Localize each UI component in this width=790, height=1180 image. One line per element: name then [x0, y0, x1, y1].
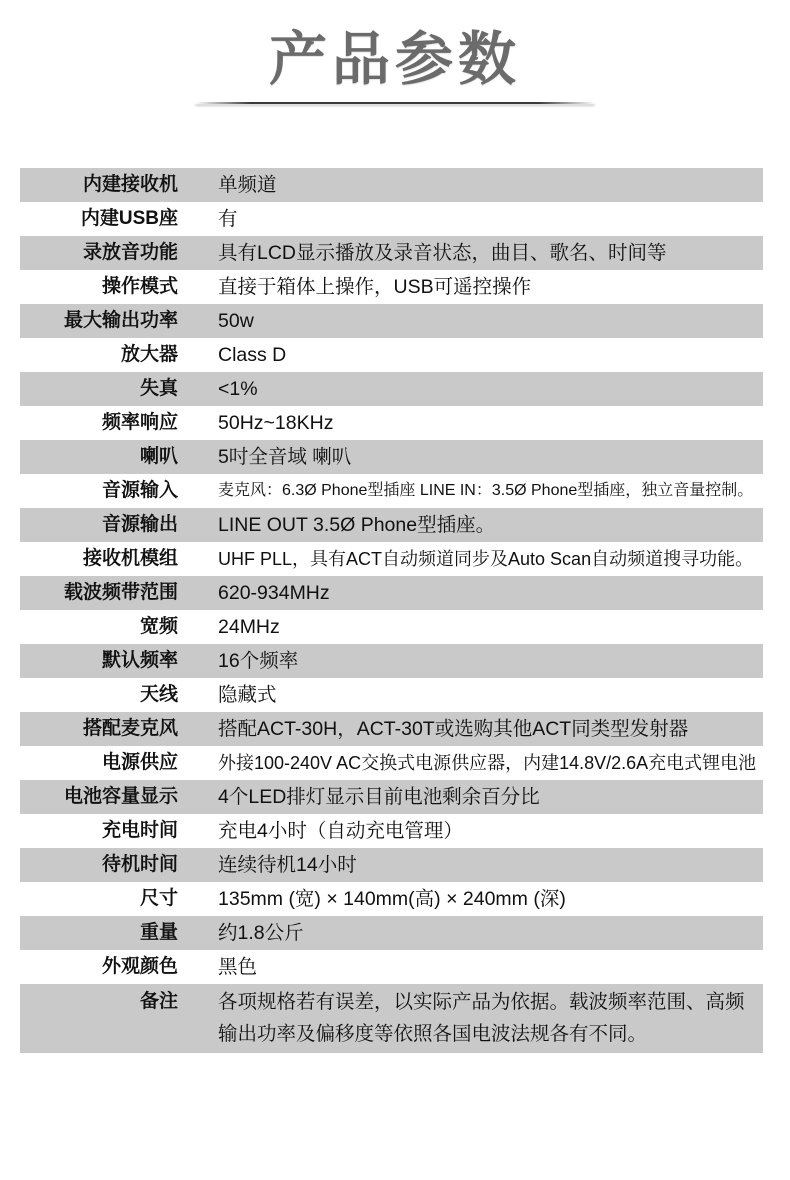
spec-value: <1% [218, 377, 258, 400]
spec-value: 620-934MHz [218, 581, 330, 604]
spec-value: 具有LCD显示播放及录音状态，曲目、歌名、时间等 [218, 241, 667, 264]
spec-label: 天线 [139, 683, 178, 705]
spec-value: UHF PLL，具有ACT自动频道同步及Auto Scan自动频道搜寻功能。 [218, 548, 754, 569]
title-divider [195, 102, 595, 104]
spec-value: 麦克风：6.3Ø Phone型插座 LINE IN：3.5Ø Phone型插座，独立音量控制。 [218, 481, 754, 499]
spec-value: LINE OUT 3.5Ø Phone型插座。 [218, 513, 496, 536]
spec-value: 135mm (宽) × 140mm(高) × 240mm (深) [218, 887, 566, 910]
spec-value: 连续待机14小时 [218, 853, 357, 876]
spec-row [20, 746, 763, 780]
spec-value: 50Hz~18KHz [218, 411, 334, 434]
spec-row [20, 236, 763, 270]
spec-row [20, 440, 763, 474]
spec-label: 备注 [139, 990, 178, 1012]
spec-row [20, 882, 763, 916]
spec-row [20, 984, 763, 1053]
spec-label: 尺寸 [139, 887, 178, 909]
spec-row [20, 814, 763, 848]
spec-row [20, 270, 763, 304]
spec-value: 4个LED排灯显示目前电池剩余百分比 [218, 785, 540, 808]
spec-row [20, 644, 763, 678]
spec-value: 直接于箱体上操作，USB可遥控操作 [218, 275, 532, 298]
spec-row [20, 338, 763, 372]
spec-value: 16个频率 [218, 649, 299, 672]
spec-value: 隐藏式 [218, 683, 277, 706]
spec-label: 频率响应 [101, 411, 178, 433]
spec-value: Class D [218, 343, 287, 366]
page-header [0, 0, 790, 104]
spec-row [20, 576, 763, 610]
spec-label: 电源供应 [101, 751, 178, 773]
spec-value: 24MHz [218, 615, 280, 638]
spec-value: 各项规格若有误差，以实际产品为依据。载波频率范围、高频输出功率及偏移度等依照各国电波法规各有不同。 [218, 990, 745, 1045]
spec-row [20, 202, 763, 236]
spec-row [20, 610, 763, 644]
spec-row [20, 678, 763, 712]
spec-value: 黑色 [218, 955, 258, 978]
spec-label: 电池容量显示 [63, 785, 178, 807]
spec-table [20, 168, 763, 1053]
spec-label: 载波频带范围 [63, 581, 178, 603]
spec-label: 待机时间 [101, 853, 178, 875]
spec-label: 充电时间 [101, 819, 178, 841]
spec-label: 放大器 [120, 343, 178, 365]
spec-label: 重量 [139, 921, 178, 943]
spec-row [20, 780, 763, 814]
spec-value: 外接100-240V AC交换式电源供应器，内建14.8V/2.6A充电式锂电池 [218, 752, 757, 773]
spec-label: 喇叭 [139, 445, 178, 467]
spec-value: 50w [218, 309, 254, 332]
spec-row [20, 168, 763, 202]
spec-row [20, 542, 763, 576]
spec-value: 单频道 [218, 173, 277, 196]
spec-label: 失真 [139, 377, 178, 399]
spec-value: 充电4小时（自动充电管理） [218, 819, 463, 842]
spec-value: 约1.8公斤 [218, 921, 304, 944]
spec-row [20, 508, 763, 542]
spec-label: 最大输出功率 [63, 309, 178, 331]
spec-row [20, 916, 763, 950]
spec-label: 内建接收机 [82, 173, 178, 195]
spec-label: 内建USB座 [80, 207, 178, 229]
spec-row [20, 848, 763, 882]
spec-label: 宽频 [139, 615, 178, 637]
spec-label: 外观颜色 [101, 955, 178, 977]
spec-row [20, 372, 763, 406]
spec-row [20, 406, 763, 440]
spec-row [20, 304, 763, 338]
spec-label: 录放音功能 [82, 241, 178, 263]
spec-label: 音源输出 [101, 513, 178, 535]
spec-row [20, 712, 763, 746]
spec-value: 有 [218, 207, 238, 230]
spec-label: 搭配麦克风 [82, 717, 178, 739]
spec-label: 音源输入 [101, 479, 178, 501]
spec-value: 5吋全音域 喇叭 [218, 445, 352, 468]
spec-value: 搭配ACT-30H，ACT-30T或选购其他ACT同类型发射器 [218, 717, 689, 740]
spec-label: 默认频率 [101, 649, 178, 671]
spec-label: 操作模式 [101, 275, 178, 297]
page-title: 产品参数 [268, 27, 521, 92]
spec-row [20, 474, 763, 508]
spec-label: 接收机模组 [82, 547, 178, 569]
spec-row [20, 950, 763, 984]
